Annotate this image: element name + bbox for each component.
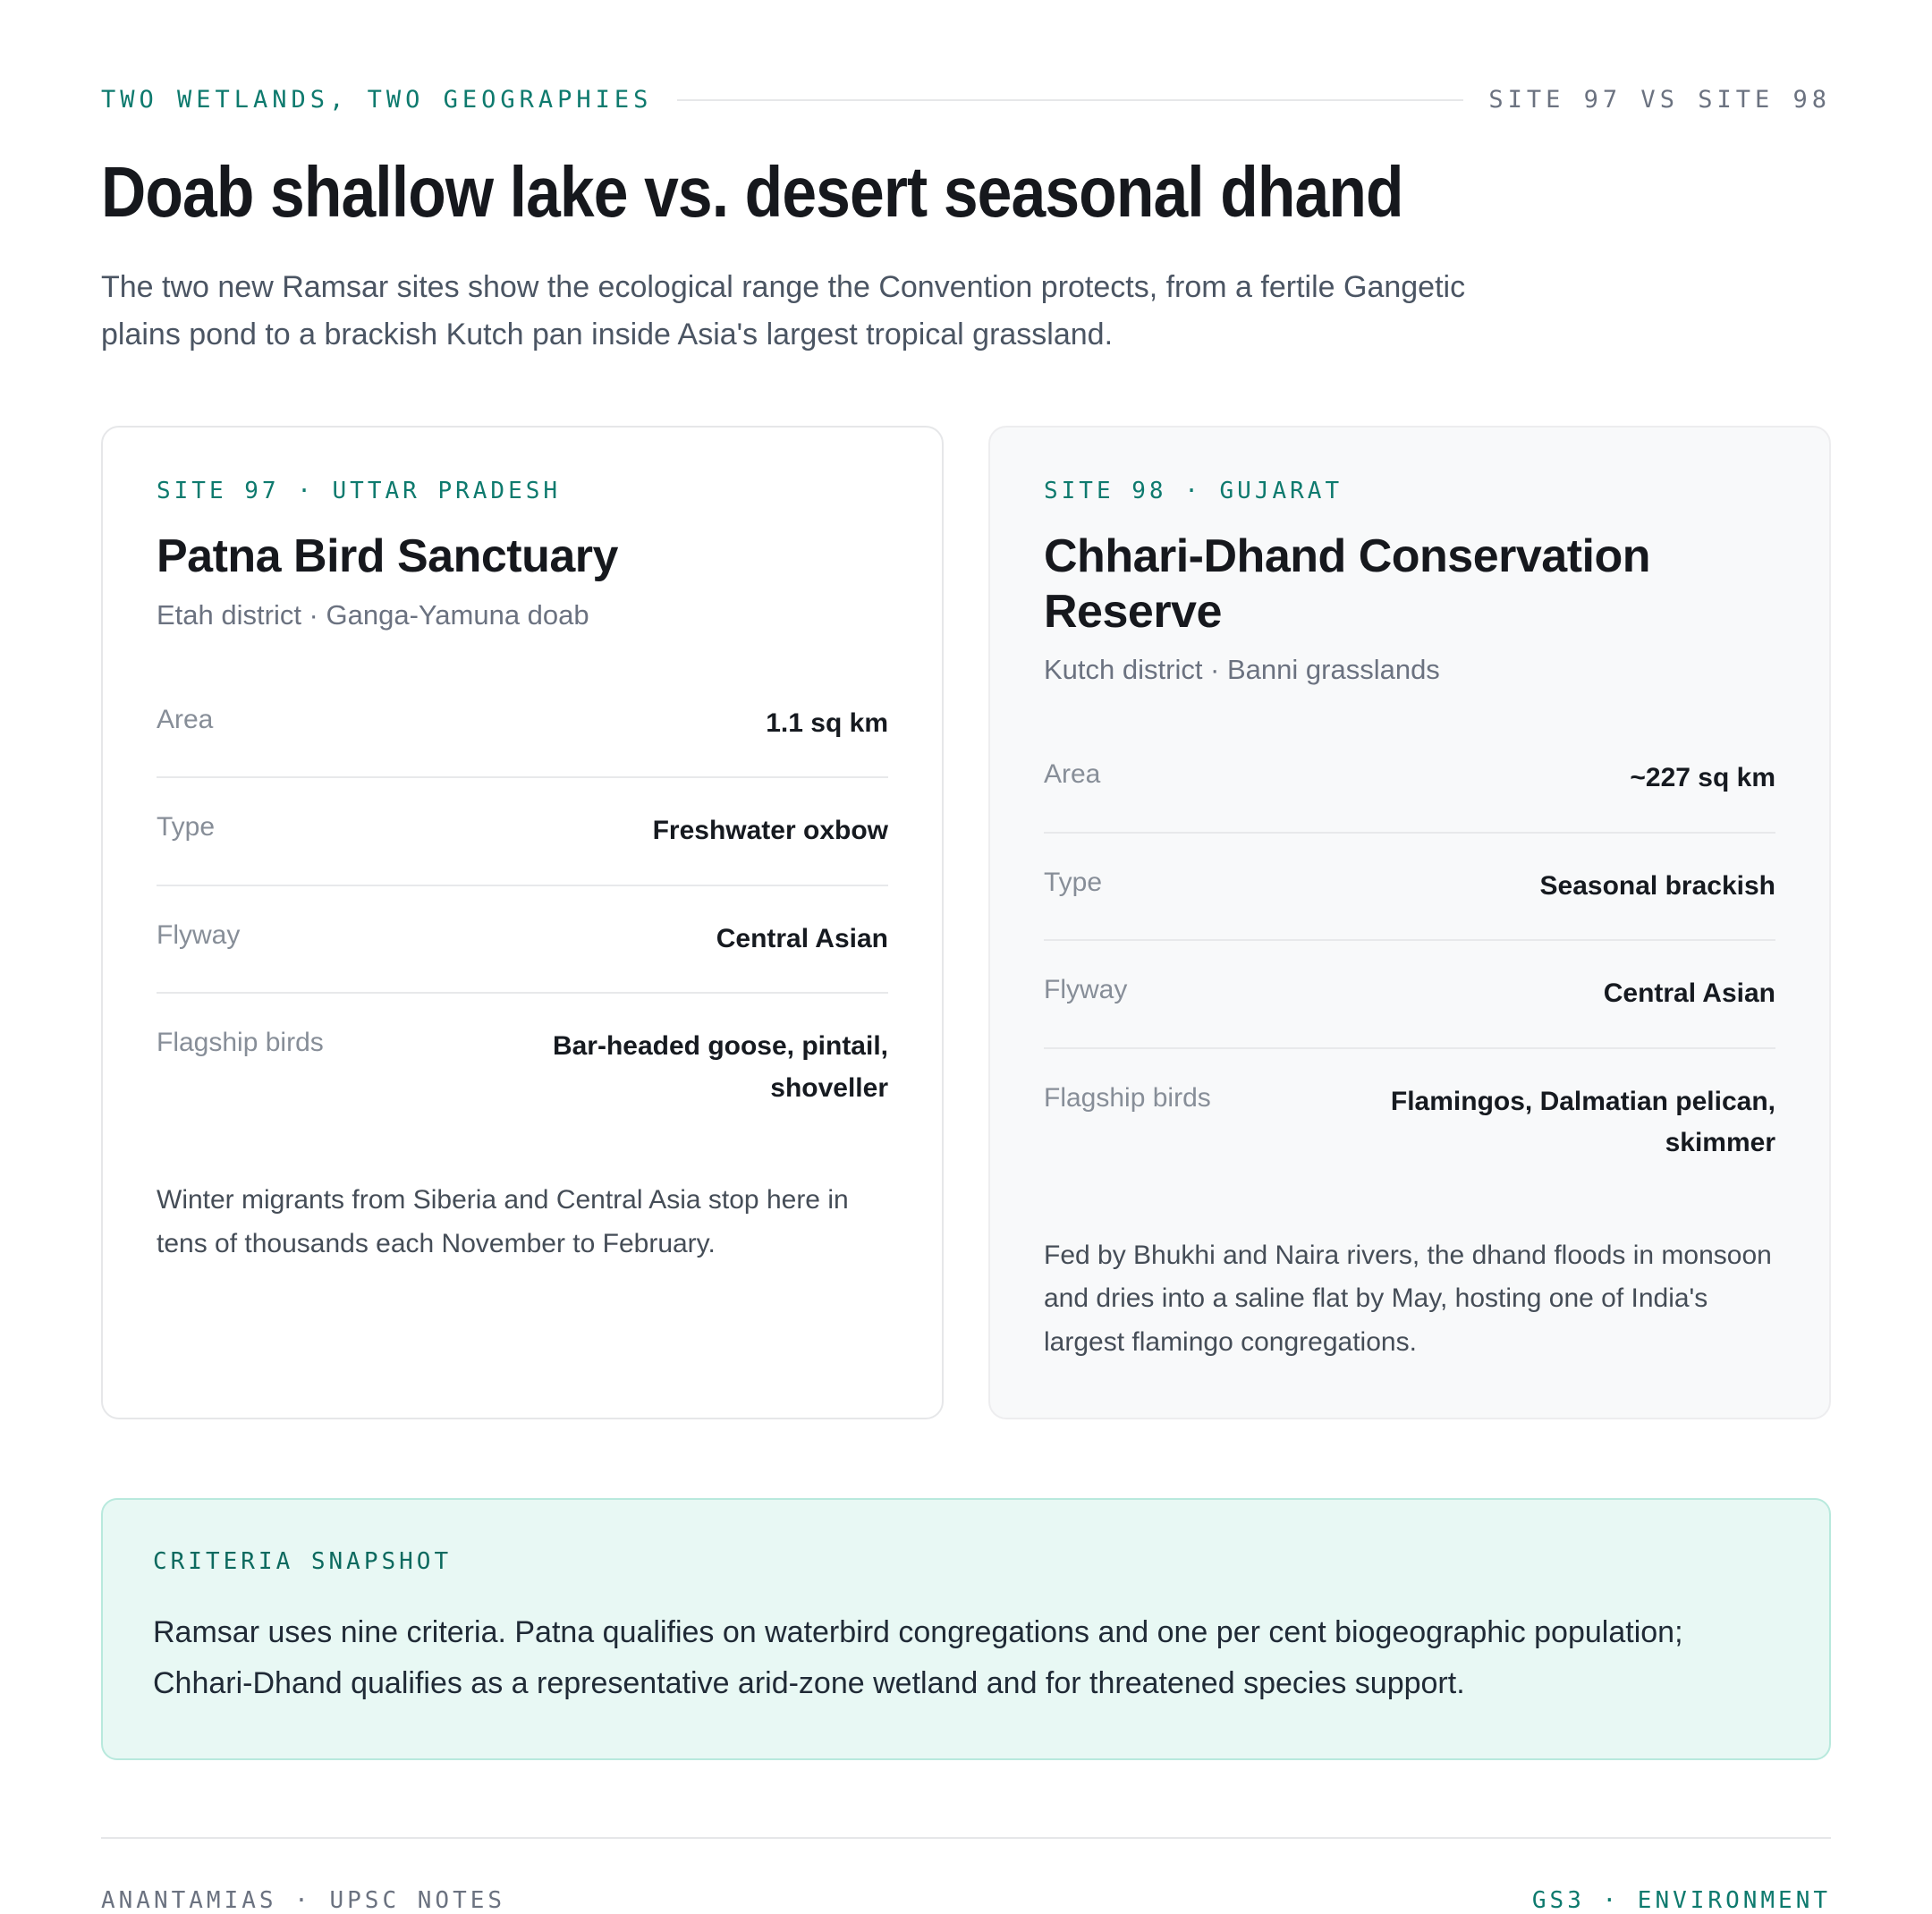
- spec-row-area: [157, 671, 888, 779]
- spec-value: ~227 sq km: [1630, 763, 1775, 793]
- footer-byline: ANANTAMIAS · UPSC NOTES: [101, 1886, 506, 1914]
- spec-label: Type: [1044, 867, 1103, 897]
- criteria-eyebrow: CRITERIA SNAPSHOT: [153, 1548, 453, 1576]
- card-title: Patna Bird Sanctuary: [157, 530, 618, 583]
- spec-value: Flamingos, Dalmatian pelican, skimmer: [1390, 1086, 1775, 1158]
- site-comparison-label: SITE 97 VS SITE 98: [1488, 86, 1831, 114]
- spec-label: Area: [1044, 759, 1101, 790]
- spec-value: Central Asian: [1603, 978, 1775, 1009]
- card-subtitle: Kutch district · Banni grasslands: [1044, 654, 1440, 686]
- spec-row-flyway: [1044, 941, 1775, 1049]
- spec-label: Flyway: [1044, 975, 1128, 1005]
- page-eyebrow: TWO WETLANDS, TWO GEOGRAPHIES: [101, 86, 653, 114]
- criteria-snapshot-box: [101, 1498, 1831, 1759]
- spec-value: Freshwater oxbow: [652, 816, 888, 846]
- spec-row-flagship-birds: [1044, 1049, 1775, 1197]
- spec-table: [157, 671, 888, 1142]
- card-note: Fed by Bhukhi and Naira rivers, the dhand floods in monsoon and dries into a saline flat by May, hosting one of India's largest flamingo congregations.: [1044, 1240, 1772, 1357]
- spec-row-flyway: [157, 886, 888, 995]
- footer-subject-tag: GS3 · ENVIRONMENT: [1531, 1886, 1831, 1914]
- spec-label: Flagship birds: [1044, 1082, 1211, 1113]
- spec-label: Type: [157, 812, 216, 843]
- site-card-chhari-dhand: [988, 426, 1831, 1419]
- spec-value: Central Asian: [716, 923, 888, 953]
- card-title: Chhari-Dhand Conservation Reserve: [1044, 530, 1650, 638]
- site-cards: [101, 426, 1831, 1419]
- spec-value: 1.1 sq km: [766, 707, 888, 738]
- spec-row-type: [157, 778, 888, 886]
- header-rule: [677, 99, 1463, 101]
- spec-value: Bar-headed goose, pintail, shoveller: [552, 1031, 888, 1103]
- card-subtitle: Etah district · Ganga-Yamuna doab: [157, 598, 589, 631]
- spec-label: Area: [157, 704, 214, 734]
- spec-row-area: [1044, 725, 1775, 834]
- top-bar: [101, 86, 1831, 114]
- spec-row-flagship-birds: [157, 994, 888, 1141]
- spec-row-type: [1044, 834, 1775, 942]
- spec-label: Flagship birds: [157, 1028, 324, 1058]
- page-title: Doab shallow lake vs. desert seasonal dhand: [101, 152, 1403, 232]
- page-standfirst: The two new Ramsar sites show the ecological range the Convention protects, from a fertile Gangetic plains pond to a brackish Kutch pan inside Asia's largest tropical grassland.: [101, 270, 1466, 351]
- spec-table: [1044, 725, 1775, 1197]
- card-note: Winter migrants from Siberia and Central Asia stop here in tens of thousands each November to February.: [157, 1185, 849, 1258]
- page-footer: [101, 1837, 1831, 1914]
- site-card-patna: [101, 426, 944, 1419]
- criteria-body: Ramsar uses nine criteria. Patna qualifies on waterbird congregations and one per cent biogeographic population; Chhari-Dhand qualifies as a representative arid-zone wetland and for threatened species support.: [153, 1615, 1683, 1701]
- spec-label: Flyway: [157, 919, 241, 950]
- spec-value: Seasonal brackish: [1539, 870, 1775, 901]
- card-eyebrow: SITE 97 · UTTAR PRADESH: [157, 478, 562, 505]
- card-eyebrow: SITE 98 · GUJARAT: [1044, 478, 1343, 505]
